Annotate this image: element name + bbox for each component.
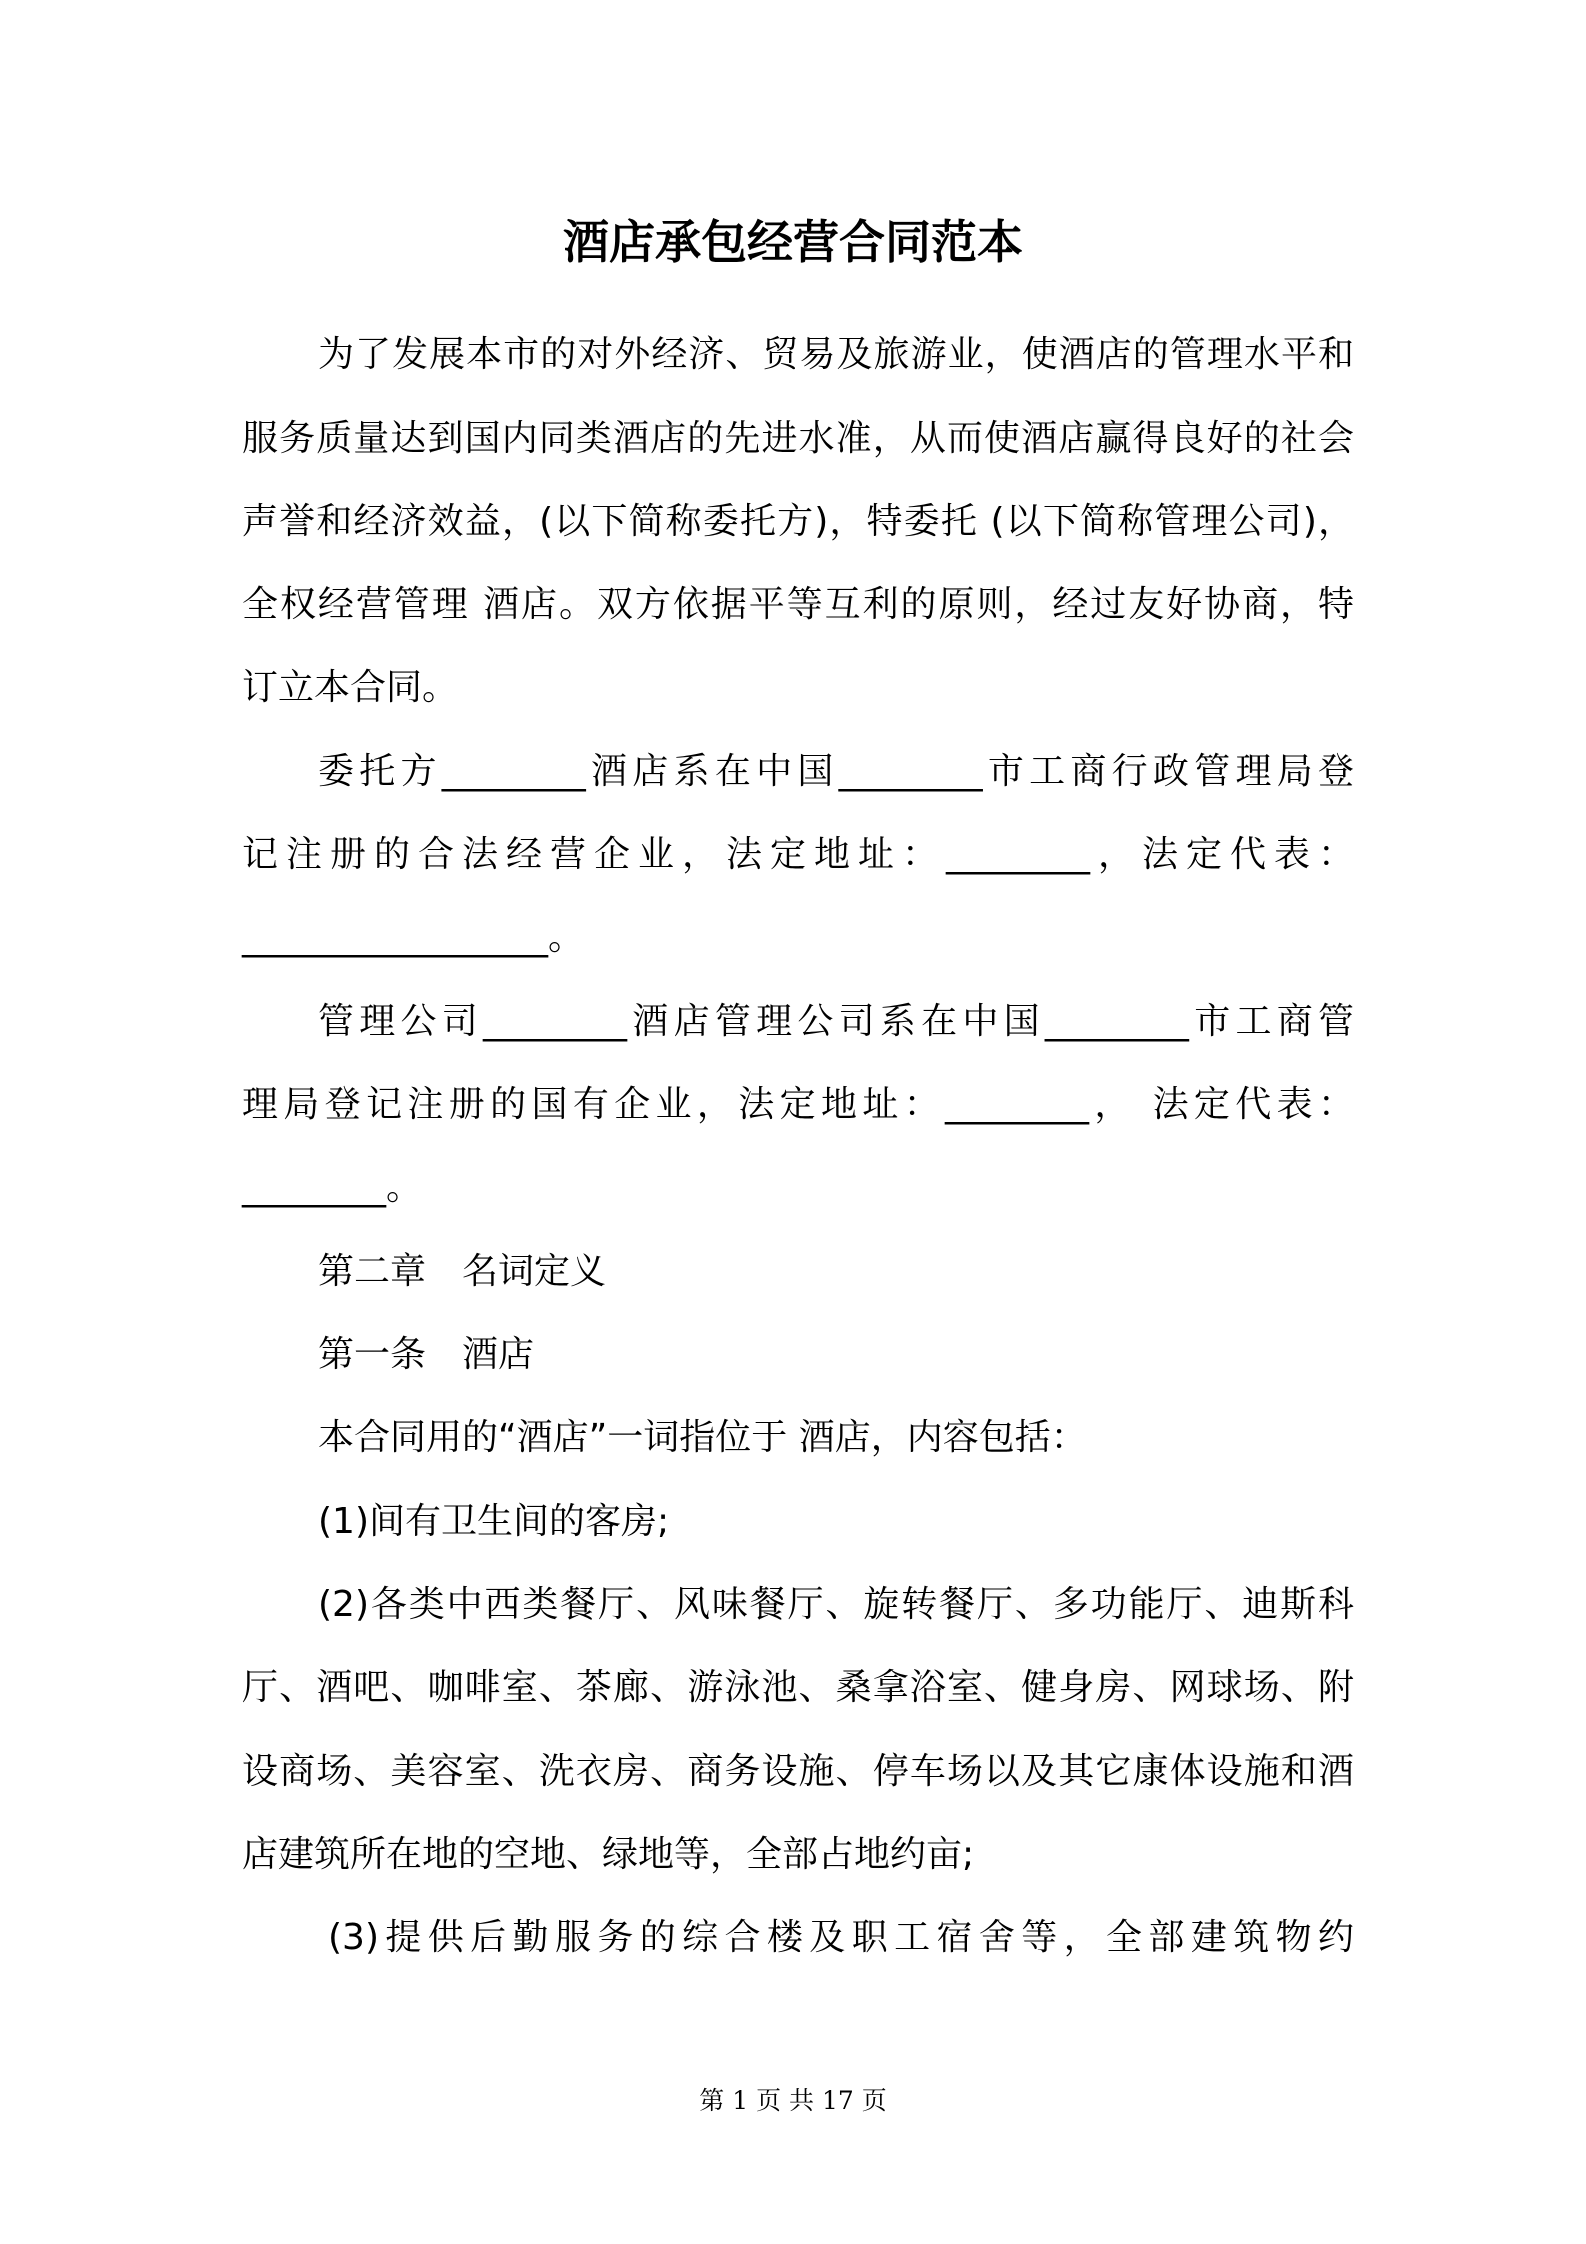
paragraph-line: _________________。	[242, 917, 584, 958]
paragraph-line: 管理公司________酒店管理公司系在中国________市工商管	[318, 1001, 1354, 1042]
list-item: (1)间有卫生间的客房;	[318, 1501, 670, 1542]
paragraph-line: 服务质量达到国内同类酒店的先进水准，从而使酒店赢得良好的社会	[242, 418, 1354, 459]
paragraph-line: 设商场、美容室、洗衣房、商务设施、停车场以及其它康体设施和酒	[242, 1751, 1354, 1792]
paragraph-line: 厅、酒吧、咖啡室、茶廊、游泳池、桑拿浴室、健身房、网球场、附	[242, 1667, 1354, 1708]
paragraph-line: 记注册的合法经营企业，法定地址：________，法定代表：	[242, 834, 1354, 875]
paragraph-line: ________。	[242, 1167, 423, 1208]
list-item: (3)提供后勤服务的综合楼及职工宿舍等，全部建筑物约	[328, 1917, 1354, 1958]
paragraph-line: 店建筑所在地的空地、绿地等，全部占地约亩;	[242, 1834, 975, 1875]
paragraph-line: 全权经营管理 酒店。双方依据平等互利的原则，经过友好协商，特	[242, 584, 1354, 625]
chapter-heading: 第二章 名词定义	[318, 1251, 607, 1292]
paragraph-line: 委托方________酒店系在中国________市工商行政管理局登	[318, 751, 1354, 792]
document-title: 酒店承包经营合同范本	[563, 215, 1023, 269]
article-heading: 第一条 酒店	[318, 1334, 535, 1375]
paragraph-line: 理局登记注册的国有企业，法定地址：________， 法定代表：	[242, 1084, 1354, 1125]
page-footer: 第 1 页 共 17 页	[699, 2086, 887, 2115]
paragraph-line: 订立本合同。	[242, 667, 459, 708]
paragraph-line: 为了发展本市的对外经济、贸易及旅游业，使酒店的管理水平和	[318, 334, 1354, 375]
paragraph-line: 本合同用的“酒店”一词指位于 酒店，内容包括：	[318, 1417, 1087, 1458]
list-item: (2)各类中西类餐厅、风味餐厅、旋转餐厅、多功能厅、迪斯科	[318, 1584, 1354, 1625]
paragraph-line: 声誉和经济效益，(以下简称委托方)，特委托 (以下简称管理公司)，	[242, 501, 1354, 542]
